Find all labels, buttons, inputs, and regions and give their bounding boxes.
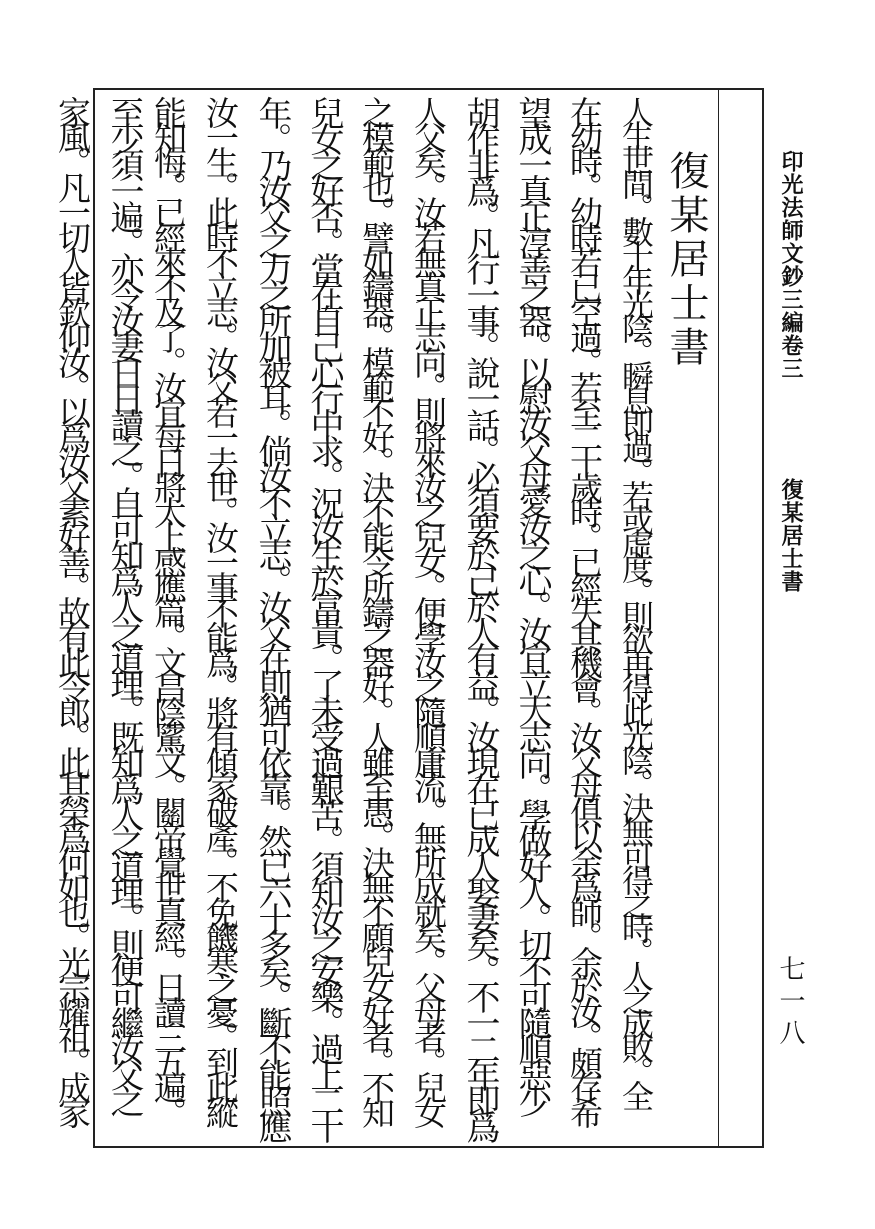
text-column-9: 汝一生。此時不立志。汝父若一去世。汝一事不能爲。將有傾家破產。不免饑寒之憂。到此縱	[201, 96, 240, 1121]
section-title-header: 復某居士書	[778, 478, 803, 593]
text-column-8: 年。乃汝父之力之所加被耳。倘汝不立志。汝父在則猶可依靠。然已六十多矣。斷不能照應	[252, 96, 292, 1136]
text-column-7: 兒女之好否。當在自己心行中求。況汝生於富貴。了未受過艱苦。須知汝之安樂。過上二十	[304, 96, 344, 1136]
text-column-4: 胡作非爲。凡行一事。說一話。必須要於己於人有益。汝現在已成人娶妻矣。不一二年即爲	[460, 96, 500, 1136]
text-column-11: 至少須一遍。亦令汝妻日日讀之。自可知爲人之道理。既知爲人之道理。則便可繼汝父之	[104, 96, 144, 1110]
text-column-1: 人生世間。數十年光陰。瞬息即過。若或虛度。則欲再得此光陰。決無可得之時。人之成敗。全	[617, 96, 655, 1104]
text-column-10: 能知悔。已經來不及了。汝宜每日將太上感應篇。文昌陰騭文。關帝覺世真經。日讀三五遍。	[149, 96, 188, 1121]
text-column-3: 望成一真正淳善之器。以慰汝父母愛汝之心。汝宜立大志向。學做好人。切不可隨順惡少	[512, 96, 552, 1110]
page-number: 七一八	[775, 955, 805, 1051]
text-column-6: 之模範也。譬如鑄器。模範不好。決不能令所鑄之器好。人雖至愚。決無不願兒女好者。不知	[357, 96, 396, 1121]
letter-title: 復某居士書	[663, 150, 709, 370]
header-divider-line	[718, 88, 719, 1148]
frame-bottom-border	[93, 1146, 764, 1148]
text-column-12: 家風。凡一切人皆欽仰汝。以爲汝父素好善。故有此令郎。此其榮爲何如也。光宗耀祖。成家	[53, 96, 92, 1121]
text-column-5: 人父矣。汝若無真正志向。則將來汝之兒女。便學汝之隨順庸流。無所成就矣。父母者。兒女	[409, 96, 448, 1121]
book-title-header: 印光法師文鈔三編卷三	[778, 150, 803, 380]
text-column-2: 在幼時。幼時若已空過。若至二十歲時。已經失其機會。汝父母俱以余爲師。余於汝。頗存希	[565, 96, 604, 1121]
frame-top-border	[93, 88, 764, 90]
frame-right-border	[762, 88, 764, 1148]
